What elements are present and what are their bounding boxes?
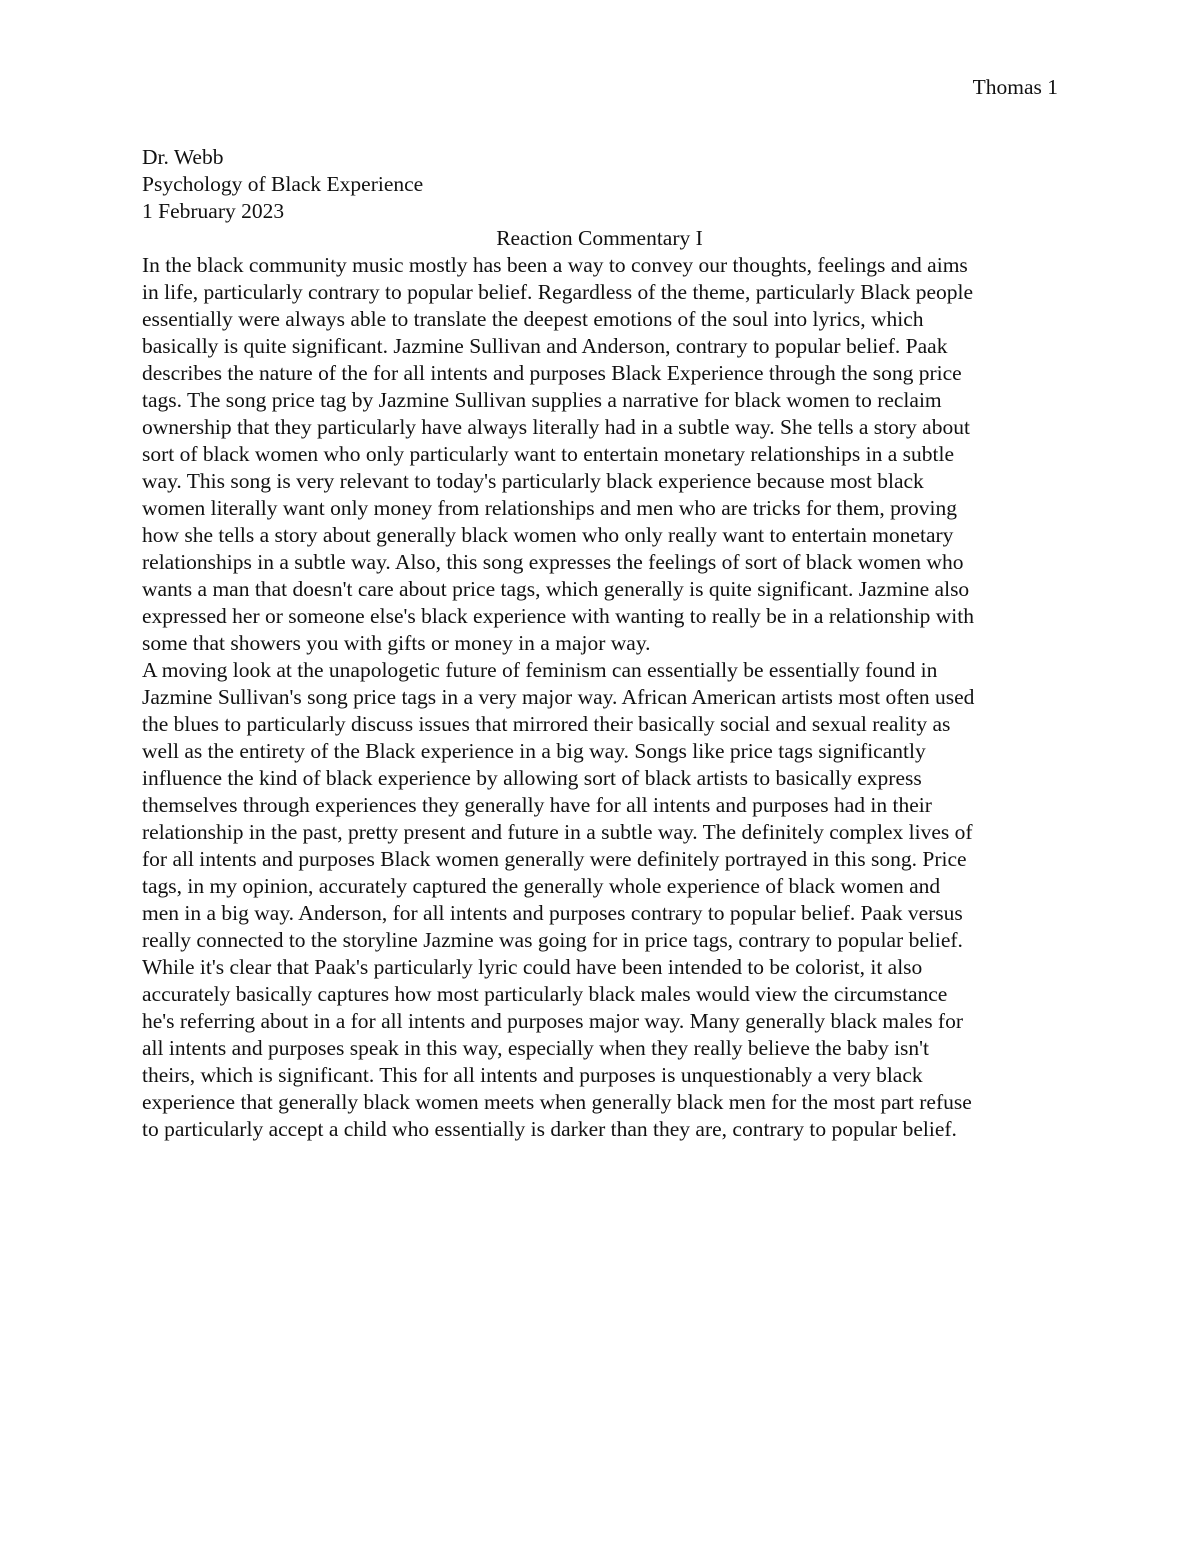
text-line: A moving look at the unapologetic future of feminism can essentially be essentially found in: [142, 658, 938, 682]
document-title: Reaction Commentary I: [496, 226, 703, 250]
text-line: really connected to the storyline Jazmine was going for in price tags, contrary to popular belief.: [142, 928, 963, 952]
text-line: all intents and purposes speak in this way, especially when they really believe the baby isn't: [142, 1036, 930, 1060]
text-line: relationships in a subtle way. Also, this song expresses the feelings of sort of black women who: [142, 550, 964, 574]
text-line: themselves through experiences they generally have for all intents and purposes had in their: [142, 793, 932, 817]
running-header-page-number: Thomas 1: [972, 75, 1058, 99]
document-date: 1 February 2023: [142, 199, 285, 223]
text-line: ownership that they particularly have always literally had in a subtle way. She tells a story about: [142, 415, 970, 439]
text-line: In the black community music mostly has been a way to convey our thoughts, feelings and aims: [142, 253, 968, 277]
mla-heading: [142, 144, 1057, 252]
text-line: experience that generally black women meets when generally black men for the most part refuse: [142, 1090, 972, 1114]
text-line: wants a man that doesn't care about price tags, which generally is quite significant. Jazmine also: [142, 577, 970, 601]
text-line: he's referring about in a for all intents and purposes major way. Many generally black males for: [142, 1009, 963, 1033]
text-line: women literally want only money from relationships and men who are tricks for them, proving: [142, 496, 958, 520]
text-line: While it's clear that Paak's particularly lyric could have been intended to be colorist, it also: [142, 955, 923, 979]
text-line: relationship in the past, pretty present and future in a subtle way. The definitely complex lives of: [142, 820, 973, 844]
text-line: expressed her or someone else's black experience with wanting to really be in a relationship with: [142, 604, 974, 628]
text-line: sort of black women who only particularly want to entertain monetary relationships in a subtle: [142, 442, 955, 466]
text-line: Jazmine Sullivan's song price tags in a very major way. African American artists most often used: [142, 685, 975, 709]
text-line: for all intents and purposes Black women generally were definitely portrayed in this song. Price: [142, 847, 967, 871]
text-line: basically is quite significant. Jazmine Sullivan and Anderson, contrary to popular belief. Paak: [142, 334, 948, 358]
text-line: men in a big way. Anderson, for all intents and purposes contrary to popular belief. Paak versus: [142, 901, 963, 925]
paragraph-2: [142, 657, 1057, 1143]
text-line: how she tells a story about generally black women who only really want to entertain monetary: [142, 523, 954, 547]
text-line: theirs, which is significant. This for all intents and purposes is unquestionably a very black: [142, 1063, 923, 1087]
text-line: way. This song is very relevant to today's particularly black experience because most black: [142, 469, 924, 493]
text-line: accurately basically captures how most particularly black males would view the circumstance: [142, 982, 948, 1006]
text-line: in life, particularly contrary to popular belief. Regardless of the theme, particularly Black people: [142, 280, 974, 304]
text-line: essentially were always able to translate the deepest emotions of the soul into lyrics, which: [142, 307, 924, 331]
course-name: Psychology of Black Experience: [142, 172, 424, 196]
text-line: well as the entirety of the Black experience in a big way. Songs like price tags significantly: [142, 739, 926, 763]
paragraph-1: [142, 252, 1057, 657]
instructor-name: Dr. Webb: [142, 145, 224, 169]
document-body: [142, 252, 1057, 1143]
text-line: tags, in my opinion, accurately captured the generally whole experience of black women and: [142, 874, 941, 898]
text-line: tags. The song price tag by Jazmine Sullivan supplies a narrative for black women to reclaim: [142, 388, 942, 412]
text-line: to particularly accept a child who essentially is darker than they are, contrary to popular belief.: [142, 1117, 957, 1141]
text-line: influence the kind of black experience by allowing sort of black artists to basically express: [142, 766, 922, 790]
text-line: describes the nature of the for all intents and purposes Black Experience through the song price: [142, 361, 962, 385]
text-line: the blues to particularly discuss issues that mirrored their basically social and sexual reality as: [142, 712, 951, 736]
text-line: some that showers you with gifts or money in a major way.: [142, 631, 651, 655]
